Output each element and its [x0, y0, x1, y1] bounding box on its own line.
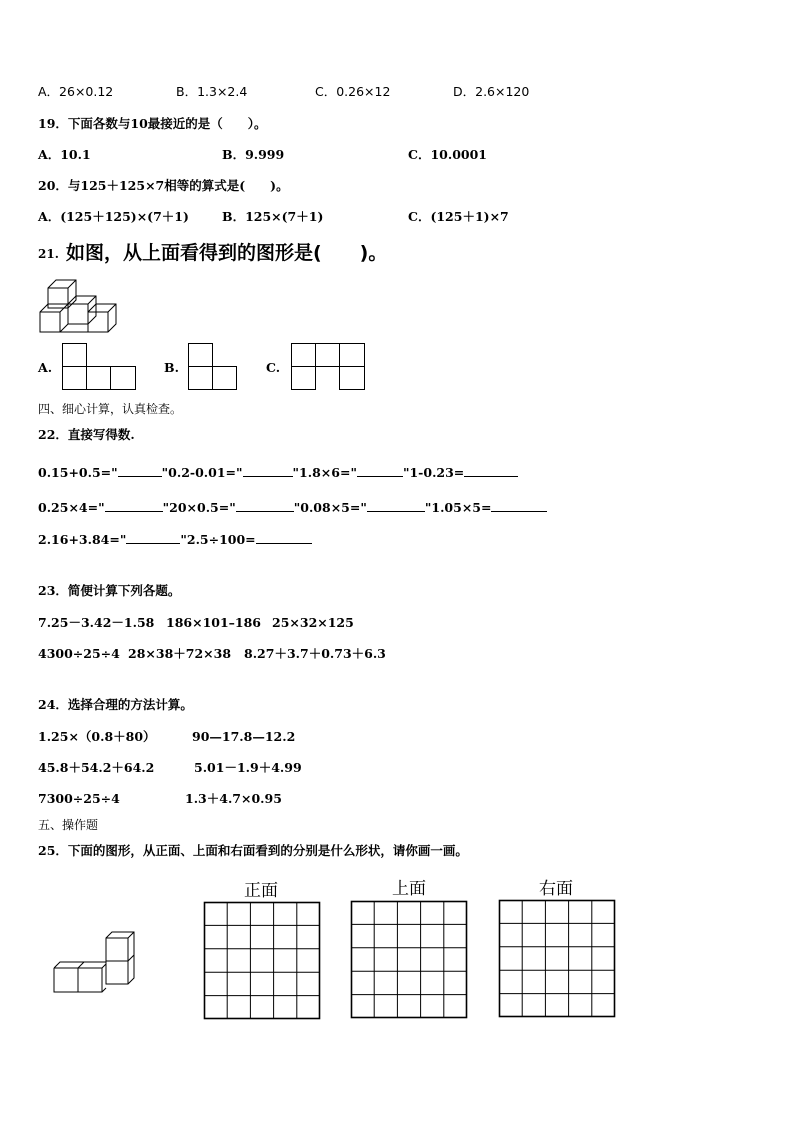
q23-item-4: 4300÷25÷4: [38, 646, 120, 661]
q23-stem: 23．简便计算下列各题。: [38, 583, 181, 598]
front-view-grid[interactable]: [204, 902, 321, 1020]
top-view-grid[interactable]: [351, 901, 468, 1019]
q21-option-a-figure: [62, 343, 137, 391]
q18-option-c: C．0.26×12: [315, 84, 391, 99]
q20-stem: 20．与125＋125×7相等的算式是( )。: [38, 178, 289, 193]
q23-item-2: 186×101–186: [166, 615, 262, 630]
q21-stem: 如图，从上面看得到的图形是( )。: [66, 242, 388, 264]
q24-item-1: 1.25×（0.8＋80）: [38, 729, 156, 744]
q20-option-a: A．(125＋125)×(7＋1): [38, 209, 189, 224]
q21-cube-figure: [36, 276, 126, 336]
q23-item-1: 7.25－3.42－1.58: [38, 615, 155, 630]
q21-option-a-label: A.: [38, 360, 53, 375]
q23-item-3: 25×32×125: [272, 615, 354, 630]
q21-option-b-label: B.: [164, 360, 179, 375]
q25-cube-figure: [52, 930, 138, 994]
grid-title-right: 右面: [539, 879, 573, 899]
section-5-heading: 五、操作题: [38, 818, 99, 832]
section-4-heading: 四、细心计算，认真检查。: [38, 402, 183, 416]
q19-stem: 19．下面各数与10最接近的是（ ）。: [38, 116, 267, 131]
q19-option-b: B．9.999: [222, 147, 285, 162]
q23-item-5: 28×38＋72×38: [128, 646, 232, 661]
q19-option-a: A．10.1: [38, 147, 91, 162]
q18-option-b: B．1.3×2.4: [176, 84, 248, 99]
q22-row-1: 0.15+0.5=" "0.2-0.01=" "1.8×6=" "1-0.23=: [38, 464, 518, 481]
q18-option-d: D．2.6×120: [453, 84, 530, 99]
q19-option-c: C．10.0001: [408, 147, 487, 162]
q22-row-3: 2.16+3.84=" "2.5÷100=: [38, 531, 312, 548]
q21-number: 21.: [38, 247, 59, 261]
q24-stem: 24．选择合理的方法计算。: [38, 697, 193, 712]
q24-item-5: 7300÷25÷4: [38, 791, 120, 806]
q21-option-c-label: C.: [266, 360, 281, 375]
q21-option-b-figure: [188, 343, 238, 391]
grid-title-front: 正面: [244, 881, 278, 901]
grid-title-top: 上面: [392, 879, 426, 899]
q20-option-b: B．125×(7＋1): [222, 209, 324, 224]
q20-option-c: C．(125＋1)×7: [408, 209, 509, 224]
q25-stem: 25．下面的图形，从正面、上面和右面看到的分别是什么形状，请你画一画。: [38, 843, 468, 858]
q22-row-2: 0.25×4=" "20×0.5=" "0.08×5=" "1.05×5=: [38, 499, 547, 516]
q18-option-a: A．26×0.12: [38, 84, 114, 99]
q24-item-3: 45.8＋54.2＋64.2: [38, 760, 155, 775]
q24-item-4: 5.01－1.9＋4.99: [194, 760, 302, 775]
q24-item-6: 1.3＋4.7×0.95: [185, 791, 282, 806]
q24-item-2: 90—17.8—12.2: [192, 729, 296, 744]
q23-item-6: 8.27＋3.7＋0.73＋6.3: [244, 646, 386, 661]
right-view-grid[interactable]: [499, 900, 616, 1018]
q21-option-c-figure: [291, 343, 366, 391]
q22-stem: 22．直接写得数.: [38, 427, 135, 442]
